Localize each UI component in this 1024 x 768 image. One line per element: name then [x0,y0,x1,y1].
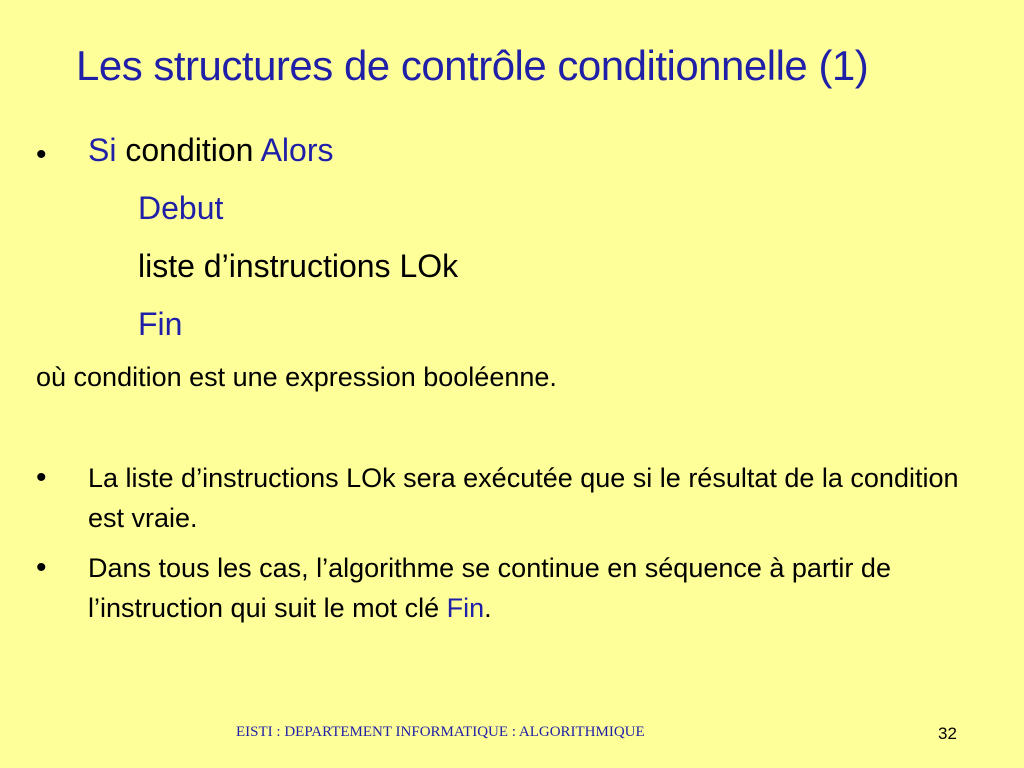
bullet-text-sequence [88,548,988,628]
keyword-debut: Debut [138,190,224,226]
keyword-alors: Alors [260,132,334,168]
bullet-text-execution: La liste d’instructions LOk sera exécutée que si le résultat de la condition est vraie. [88,463,959,533]
instructions-line: liste d’instructions LOk [138,248,459,284]
sequence-text: Dans tous les cas, l’algorithme se continue en séquence à partir de l’instruction qui suit le mot clé [88,553,891,623]
bullet-icon: • [36,138,47,171]
condition-note: où condition est une expression booléenne. [36,362,557,392]
footer-text: EISTI : DEPARTEMENT INFORMATIQUE : ALGORITHMIQUE [236,724,645,740]
condition-text: condition [125,132,254,168]
bullet-icon: • [36,551,47,584]
keyword-fin-inline: Fin [446,593,485,623]
syntax-line-si [88,132,333,169]
keyword-si: Si [88,132,117,168]
sequence-period: . [484,593,492,623]
bullet-icon: • [36,461,47,494]
page-number: 32 [938,724,957,743]
keyword-fin: Fin [138,306,183,342]
slide-title: Les structures de contrôle conditionnelle (1) [76,42,869,89]
